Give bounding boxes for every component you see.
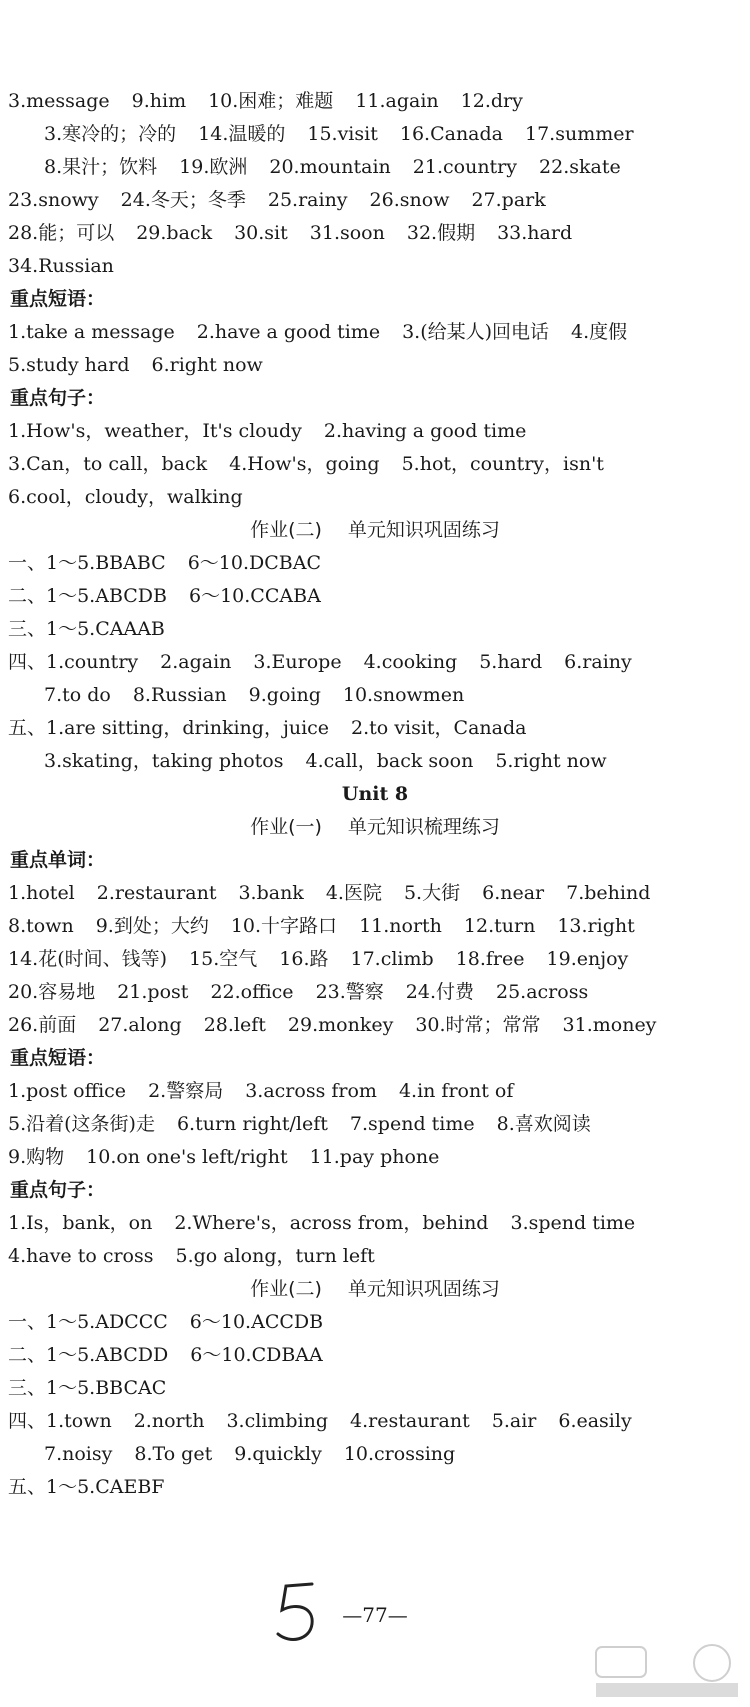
homework-title: [0, 513, 750, 547]
sentence-line: [8, 447, 740, 481]
exercise-line: [8, 579, 740, 613]
phrase-line: [8, 315, 740, 349]
answer-item: 24.冬天；冬季: [120, 189, 246, 211]
answer-line: [44, 117, 740, 151]
answer-item: 5.study hard: [8, 354, 130, 376]
answer-item: 21.country: [412, 156, 518, 178]
exercise-line: [8, 1305, 740, 1339]
answer-item: 7.behind: [566, 882, 651, 904]
answer-item: 19.enjoy: [546, 948, 629, 970]
phrase-line: [8, 348, 740, 382]
answer-item: 4.cooking: [363, 651, 458, 673]
answer-item: 1.take a message: [8, 321, 175, 343]
phrase-line: [8, 1140, 740, 1174]
answer-line: [44, 150, 740, 184]
answer-item: 4.call，back soon: [305, 750, 474, 772]
answer-item: 6.cool，cloudy，walking: [8, 486, 243, 508]
section-heading: 重点句子：: [10, 387, 106, 409]
answer-item: 3.(给某人)回电话: [402, 321, 550, 343]
exercise-line: [44, 678, 740, 712]
phrase-line: [8, 1074, 740, 1108]
answer-item: 4.have to cross: [8, 1245, 154, 1267]
answer-item: 17.summer: [525, 123, 634, 145]
exercise-line: [8, 1404, 740, 1438]
answer-item: 28.left: [203, 1014, 266, 1036]
answer-item: 10.crossing: [343, 1443, 456, 1465]
answer-item: 19.欧洲: [179, 156, 248, 178]
answer-item: 三、1～5.CAAAB: [8, 618, 165, 640]
answer-item: 1.How's，weather，It's cloudy: [8, 420, 302, 442]
answer-item: 1.Is，bank，on: [8, 1212, 153, 1234]
answer-item: 2.having a good time: [323, 420, 527, 442]
answer-item: 10.困难；难题: [208, 90, 334, 112]
homework-label: 作业(二): [250, 519, 322, 541]
answer-line: [8, 1008, 740, 1042]
answer-item: 34.Russian: [8, 255, 114, 277]
answer-item: 18.free: [455, 948, 525, 970]
answer-item: 3.bank: [238, 882, 304, 904]
answer-item: 3.Europe: [253, 651, 342, 673]
answer-line: [8, 909, 740, 943]
answer-item: 14.花(时间、钱等): [8, 948, 168, 970]
answer-item: 9.quickly: [234, 1443, 322, 1465]
answer-item: 29.back: [136, 222, 213, 244]
answer-line: [8, 84, 740, 118]
answer-item: 20.容易地: [8, 981, 96, 1003]
answer-item: 5.沿着(这条街)走: [8, 1113, 155, 1135]
answer-item: 5.大街: [403, 882, 461, 904]
answer-item: 3.climbing: [226, 1410, 329, 1432]
answer-item: 4.restaurant: [350, 1410, 470, 1432]
answer-item: 5.air: [491, 1410, 537, 1432]
answer-item: 8.喜欢阅读: [496, 1113, 591, 1135]
answer-item: 5.hot，country，isn't: [401, 453, 604, 475]
answer-line: [8, 216, 740, 250]
answer-item: 10.十字路口: [230, 915, 338, 937]
answer-item: 3.Can，to call，back: [8, 453, 208, 475]
answer-item: 2.警察局: [148, 1080, 224, 1102]
section-heading: 重点句子：: [10, 1179, 106, 1201]
answer-item: 五、1.are sitting，drinking，juice: [8, 717, 330, 739]
answer-item: 5.right now: [495, 750, 607, 772]
answer-item: 23.警察: [315, 981, 384, 1003]
answer-item: 9.到处；大约: [95, 915, 209, 937]
answer-item: 2.restaurant: [96, 882, 217, 904]
answer-line: [8, 975, 740, 1009]
answer-item: 一、1～5.BBABC: [8, 552, 166, 574]
answer-line: [8, 876, 740, 910]
homework-title: [0, 1272, 750, 1306]
homework-subtitle: 单元知识巩固练习: [347, 1278, 500, 1300]
answer-item: 11.again: [355, 90, 439, 112]
exercise-line: [44, 1437, 740, 1471]
answer-item: 11.pay phone: [309, 1146, 440, 1168]
answer-item: 二、1～5.ABCDD: [8, 1344, 169, 1366]
answer-item: 30.时常；常常: [415, 1014, 541, 1036]
answer-item: 1.hotel: [8, 882, 75, 904]
answer-item: 30.sit: [234, 222, 288, 244]
answer-item: 6.right now: [151, 354, 263, 376]
sentence-line: [8, 1239, 740, 1273]
homework-subtitle: 单元知识梳理练习: [347, 816, 500, 838]
unit-title: Unit 8: [341, 783, 409, 805]
answer-line: [8, 942, 740, 976]
answer-item: 9.购物: [8, 1146, 65, 1168]
answer-item: 4.医院: [325, 882, 382, 904]
answer-item: 10.snowmen: [342, 684, 465, 706]
exercise-line: [8, 645, 740, 679]
answer-item: 4.度假: [571, 321, 628, 343]
answer-item: 四、1.town: [8, 1410, 112, 1432]
answer-item: 23.snowy: [8, 189, 99, 211]
answer-item: 25.across: [496, 981, 589, 1003]
answer-item: 2.again: [160, 651, 232, 673]
answer-item: 6～10.CDBAA: [190, 1344, 323, 1366]
answer-item: 29.monkey: [287, 1014, 394, 1036]
answer-item: 11.north: [359, 915, 442, 937]
section-heading: 重点短语：: [10, 288, 106, 310]
answer-item: 5.go along，turn left: [175, 1245, 375, 1267]
answer-item: 8.town: [8, 915, 74, 937]
homework-title: [0, 810, 750, 844]
page-number: —77—: [342, 1603, 408, 1627]
exercise-line: [8, 546, 740, 580]
answer-item: 一、1～5.ADCCC: [8, 1311, 168, 1333]
homework-label: 作业(一): [250, 816, 322, 838]
exercise-line: [8, 612, 740, 646]
exercise-line: [44, 744, 740, 778]
answer-item: 2.Where's，across from，behind: [174, 1212, 489, 1234]
exercise-line: [8, 1338, 740, 1372]
answer-item: 6～10.DCBAC: [187, 552, 322, 574]
answer-item: 3.skating，taking photos: [44, 750, 284, 772]
answer-item: 四、1.country: [8, 651, 139, 673]
answer-item: 12.turn: [463, 915, 536, 937]
answer-line: [8, 249, 740, 283]
answer-item: 7.noisy: [44, 1443, 113, 1465]
answer-item: 9.him: [131, 90, 187, 112]
answer-item: 26.snow: [369, 189, 450, 211]
answer-item: 10.on one's left/right: [86, 1146, 288, 1168]
answer-item: 15.visit: [307, 123, 378, 145]
answer-item: 14.温暖的: [198, 123, 286, 145]
answer-item: 五、1～5.CAEBF: [8, 1476, 165, 1498]
answer-item: 8.To get: [134, 1443, 213, 1465]
answer-item: 2.have a good time: [196, 321, 381, 343]
answer-item: 32.假期: [406, 222, 476, 244]
answer-item: 16.路: [279, 948, 329, 970]
exercise-line: [8, 1371, 740, 1405]
answer-item: 17.climb: [350, 948, 434, 970]
answer-item: 6.near: [482, 882, 545, 904]
phrase-line: [8, 1107, 740, 1141]
answer-item: 26.前面: [8, 1014, 77, 1036]
answer-item: 4.How's，going: [229, 453, 380, 475]
answer-item: 20.mountain: [269, 156, 391, 178]
answer-item: 27.park: [471, 189, 546, 211]
answer-item: 6～10.ACCDB: [189, 1311, 324, 1333]
answer-item: 31.soon: [309, 222, 385, 244]
sentence-line: [8, 480, 740, 514]
section-heading: 重点短语：: [10, 1047, 106, 1069]
answer-item: 1.post office: [8, 1080, 127, 1102]
answer-item: 16.Canada: [399, 123, 503, 145]
answer-line: [8, 183, 740, 217]
answer-item: 5.hard: [479, 651, 543, 673]
answer-item: 6.turn right/left: [176, 1113, 328, 1135]
answer-item: 12.dry: [460, 90, 523, 112]
homework-subtitle: 单元知识巩固练习: [347, 519, 500, 541]
answer-item: 31.money: [562, 1014, 657, 1036]
homework-label: 作业(二): [250, 1278, 322, 1300]
answer-item: 7.to do: [44, 684, 111, 706]
exercise-line: [8, 711, 740, 745]
answer-item: 二、1～5.ABCDB: [8, 585, 167, 607]
answer-item: 三、1～5.BBCAC: [8, 1377, 167, 1399]
handwritten-five-mark: [268, 1578, 328, 1648]
answer-item: 3.across from: [245, 1080, 377, 1102]
answer-item: 33.hard: [497, 222, 573, 244]
answer-item: 9.going: [248, 684, 321, 706]
answer-item: 22.office: [210, 981, 294, 1003]
answer-item: 24.付费: [405, 981, 474, 1003]
answer-item: 8.果汁；饮料: [44, 156, 158, 178]
answer-item: 13.right: [557, 915, 635, 937]
watermark-logo: [592, 1641, 742, 1701]
answer-item: 27.along: [98, 1014, 182, 1036]
answer-item: 6～10.CCABA: [189, 585, 321, 607]
answer-item: 21.post: [117, 981, 189, 1003]
answer-item: 4.in front of: [398, 1080, 514, 1102]
sentence-line: [8, 1206, 740, 1240]
answer-item: 6.easily: [558, 1410, 632, 1432]
answer-item: 15.空气: [189, 948, 258, 970]
answer-item: 6.rainy: [564, 651, 632, 673]
sentence-line: [8, 414, 740, 448]
answer-item: 2.north: [133, 1410, 205, 1432]
answer-item: 22.skate: [539, 156, 621, 178]
answer-item: 25.rainy: [267, 189, 348, 211]
answer-item: 7.spend time: [349, 1113, 475, 1135]
answer-item: 3.spend time: [510, 1212, 636, 1234]
answer-item: 3.寒冷的；冷的: [44, 123, 177, 145]
answer-item: 8.Russian: [132, 684, 227, 706]
answer-item: 3.message: [8, 90, 110, 112]
answer-item: 2.to visit，Canada: [351, 717, 527, 739]
section-heading: 重点单词：: [10, 849, 106, 871]
exercise-line: [8, 1470, 740, 1504]
answer-item: 28.能；可以: [8, 222, 115, 244]
